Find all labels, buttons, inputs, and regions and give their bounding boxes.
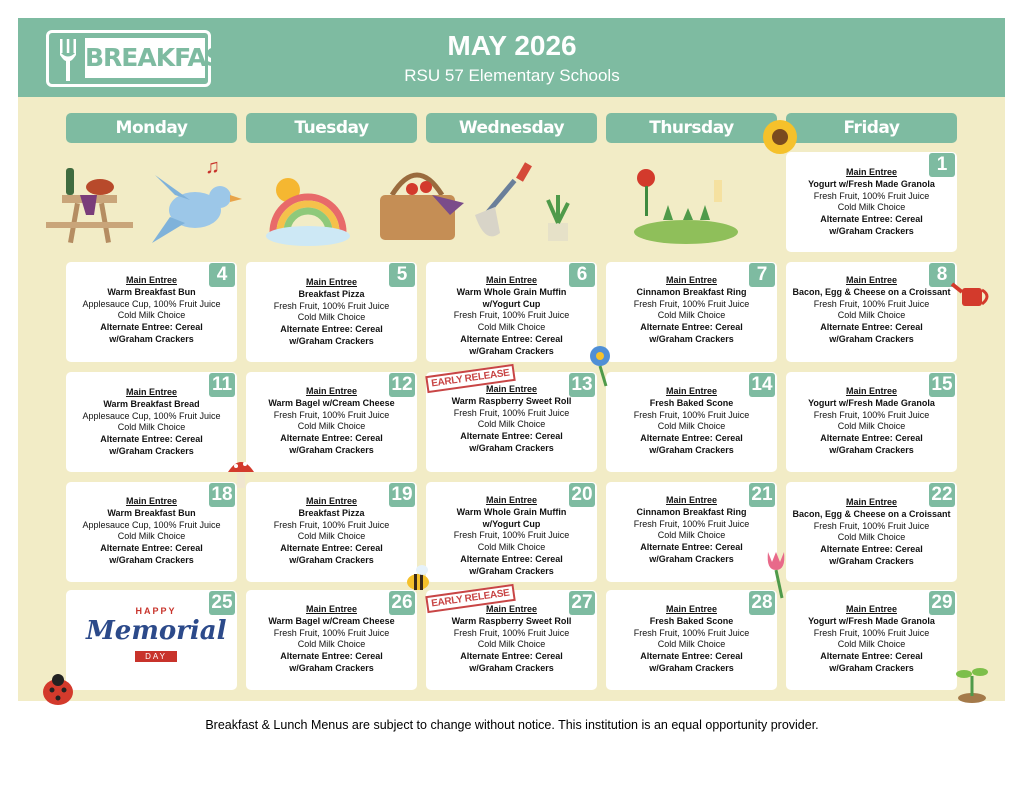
menu-text: Main Entree Fresh Baked Scone Fresh Fruit, 100% Fruit Juice Cold Milk Choice Alternate Entree: Cereal w/Graham Crackers: [633, 604, 750, 673]
date-number: 29: [929, 591, 955, 615]
watering-can-icon: [950, 278, 994, 318]
date-number: 27: [569, 591, 595, 615]
menu-text: Main Entree Cinnamon Breakfast Ring Fresh Fruit, 100% Fruit Juice Cold Milk Choice Alternate Entree: Cereal w/Graham Crackers: [633, 495, 750, 564]
day-cell-15: [786, 372, 957, 472]
memorial-day-graphic: HAPPY Memorial DAY: [86, 606, 227, 661]
day-cell-25: [66, 590, 237, 690]
day-cell-5: [246, 262, 417, 362]
menu-text: Main Entree Warm Whole Grain Muffin w/Yogurt Cup Fresh Fruit, 100% Fruit Juice Cold Milk Choice Alternate Entree: Cereal w/Graham Crackers: [453, 495, 570, 576]
early-release-stamp: EARLY RELEASE: [425, 364, 515, 393]
month-title: MAY 2026: [447, 30, 577, 61]
menu-text: Main Entree Cinnamon Breakfast Ring Fresh Fruit, 100% Fruit Juice Cold Milk Choice Alternate Entree: Cereal w/Graham Crackers: [633, 275, 750, 344]
svg-text:♫: ♫: [205, 156, 220, 178]
date-number: 12: [389, 373, 415, 397]
date-number: 26: [389, 591, 415, 615]
date-number: 18: [209, 483, 235, 507]
menu-text: Main Entree Warm Whole Grain Muffin w/Yogurt Cup Fresh Fruit, 100% Fruit Juice Cold Milk Choice Alternate Entree: Cereal w/Graham Crackers: [453, 275, 570, 356]
date-number: 21: [749, 483, 775, 507]
date-number: 7: [749, 263, 775, 287]
menu-text: Main Entree Yogurt w/Fresh Made Granola Fresh Fruit, 100% Fruit Juice Cold Milk Choice Alternate Entree: Cereal w/Graham Crackers: [808, 604, 935, 673]
date-number: 1: [929, 153, 955, 177]
ladybug-icon: [38, 672, 78, 708]
day-cell-19: [246, 482, 417, 582]
date-number: 28: [749, 591, 775, 615]
shovel-plant-icon: [470, 155, 585, 250]
day-cell-7: [606, 262, 777, 362]
day-cell-8: [786, 262, 957, 362]
rainbow-sun-icon: [258, 170, 358, 250]
day-cell-29: [786, 590, 957, 690]
day-header-wednesday: Wednesday: [426, 113, 597, 143]
menu-text: Main Entree Warm Bagel w/Cream Cheese Fresh Fruit, 100% Fruit Juice Cold Milk Choice Alternate Entree: Cereal w/Graham Crackers: [268, 604, 395, 673]
menu-text: Main Entree Warm Raspberry Sweet Roll Fresh Fruit, 100% Fruit Juice Cold Milk Choice Alternate Entree: Cereal w/Graham Crackers: [451, 604, 572, 673]
school-subtitle: RSU 57 Elementary Schools: [404, 66, 620, 85]
day-cell-6: [426, 262, 597, 362]
logo-text: BREAKFAST: [85, 38, 205, 78]
early-release-stamp: EARLY RELEASE: [425, 584, 515, 613]
day-cell-11: [66, 372, 237, 472]
menu-text: Main Entree Breakfast Pizza Fresh Fruit, 100% Fruit Juice Cold Milk Choice Alternate Entree: Cereal w/Graham Crackers: [273, 496, 390, 565]
date-number: 20: [569, 483, 595, 507]
date-number: 19: [389, 483, 415, 507]
date-number: 15: [929, 373, 955, 397]
day-header-tuesday: Tuesday: [246, 113, 417, 143]
menu-text: Main Entree Warm Bagel w/Cream Cheese Fresh Fruit, 100% Fruit Juice Cold Milk Choice Alternate Entree: Cereal w/Graham Crackers: [268, 386, 395, 455]
date-number: 13: [569, 373, 595, 397]
day-header-monday: Monday: [66, 113, 237, 143]
footer-disclaimer: Breakfast & Lunch Menus are subject to change without notice. This institution is an equal opportunity provider.: [205, 718, 819, 732]
menu-text: Main Entree Fresh Baked Scone Fresh Fruit, 100% Fruit Juice Cold Milk Choice Alternate Entree: Cereal w/Graham Crackers: [633, 386, 750, 455]
day-header-thursday: Thursday: [606, 113, 777, 143]
day-cell-28: [606, 590, 777, 690]
date-number: 4: [209, 263, 235, 287]
day-cell-18: [66, 482, 237, 582]
day-cell-12: [246, 372, 417, 472]
sunflower-icon: [760, 117, 800, 157]
tulip-icon: [760, 548, 798, 600]
picnic-table-icon: [42, 160, 137, 250]
blue-flower-icon: [586, 344, 618, 388]
date-number: 25: [209, 591, 235, 615]
day-cell-4: [66, 262, 237, 362]
day-cell-14: [606, 372, 777, 472]
bluebird-icon: [150, 155, 245, 250]
garden-bed-icon: [628, 160, 743, 250]
sprout-icon: [952, 660, 992, 704]
menu-text: Main Entree Yogurt w/Fresh Made Granola Fresh Fruit, 100% Fruit Juice Cold Milk Choice Alternate Entree: Cereal w/Graham Crackers: [808, 386, 935, 455]
date-number: 8: [929, 263, 955, 287]
date-number: 11: [209, 373, 235, 397]
day-cell-26: [246, 590, 417, 690]
menu-text: Main Entree Warm Breakfast Bun Applesauce Cup, 100% Fruit Juice Cold Milk Choice Alternate Entree: Cereal w/Graham Crackers: [82, 275, 221, 344]
day-cell-20: [426, 482, 597, 582]
menu-text: Main Entree Bacon, Egg & Cheese on a Croissant Fresh Fruit, 100% Fruit Juice Cold Milk Choice Alternate Entree: Cereal w/Graham Crackers: [792, 275, 951, 344]
bee-icon: [402, 562, 436, 596]
day-header-friday: Friday: [786, 113, 957, 143]
menu-text: Main Entree Warm Raspberry Sweet Roll Fresh Fruit, 100% Fruit Juice Cold Milk Choice Alternate Entree: Cereal w/Graham Crackers: [451, 384, 572, 453]
date-number: 14: [749, 373, 775, 397]
menu-text: Main Entree Warm Breakfast Bread Applesauce Cup, 100% Fruit Juice Cold Milk Choice Alternate Entree: Cereal w/Graham Crackers: [82, 387, 221, 456]
mushroom-icon: [226, 456, 256, 490]
date-number: 22: [929, 483, 955, 507]
menu-text: Main Entree Bacon, Egg & Cheese on a Croissant Fresh Fruit, 100% Fruit Juice Cold Milk Choice Alternate Entree: Cereal w/Graham Crackers: [792, 497, 951, 566]
picnic-basket-icon: [372, 155, 467, 245]
day-cell-1: [786, 152, 957, 252]
day-cell-22: [786, 482, 957, 582]
day-cell-21: [606, 482, 777, 582]
date-number: 5: [389, 263, 415, 287]
menu-text: Main Entree Breakfast Pizza Fresh Fruit, 100% Fruit Juice Cold Milk Choice Alternate Entree: Cereal w/Graham Crackers: [273, 277, 390, 346]
date-number: 6: [569, 263, 595, 287]
menu-text: Main Entree Yogurt w/Fresh Made Granola Fresh Fruit, 100% Fruit Juice Cold Milk Choice Alternate Entree: Cereal w/Graham Crackers: [808, 167, 935, 236]
menu-text: Main Entree Warm Breakfast Bun Applesauce Cup, 100% Fruit Juice Cold Milk Choice Alternate Entree: Cereal w/Graham Crackers: [82, 496, 221, 565]
